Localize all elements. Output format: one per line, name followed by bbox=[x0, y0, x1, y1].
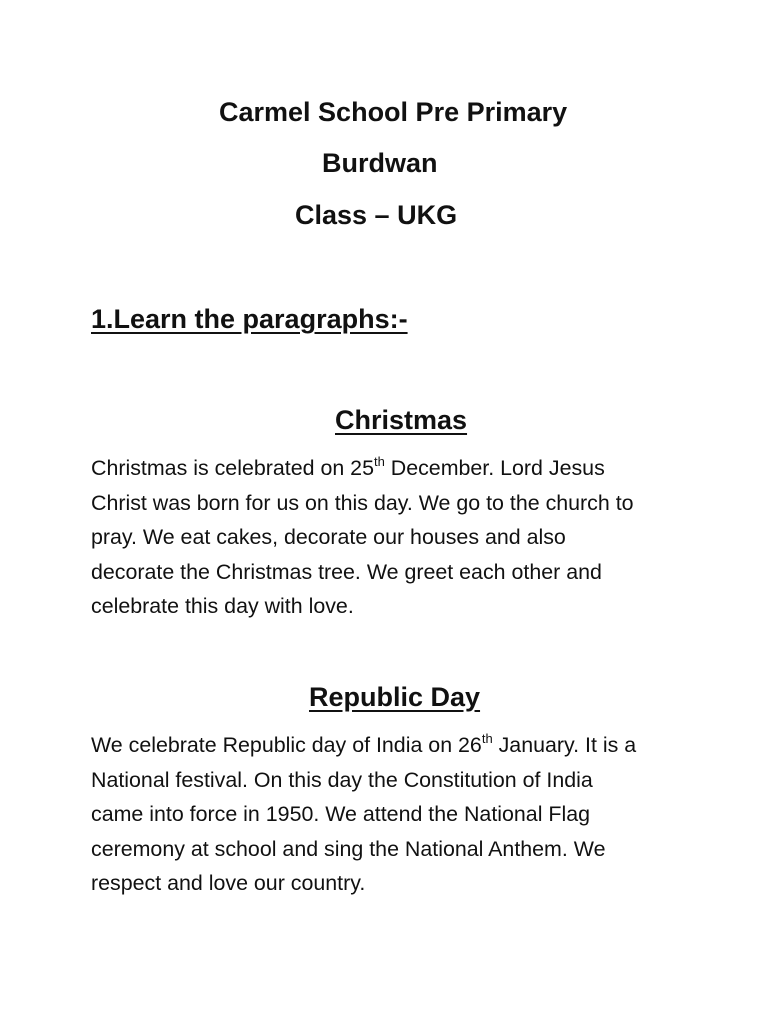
school-name: Carmel School Pre Primary bbox=[219, 97, 568, 127]
school-city: Burdwan bbox=[322, 148, 438, 178]
task-title: 1.Learn the paragraphs:- bbox=[91, 304, 408, 334]
paragraph-line: pray. We eat cakes, decorate our houses and also bbox=[91, 525, 566, 549]
paragraph-republic-day bbox=[91, 728, 711, 901]
paragraph-line: Christmas is celebrated on 25th December. Lord Jesus bbox=[91, 454, 605, 480]
paragraph-line: came into force in 1950. We attend the National Flag bbox=[91, 802, 591, 826]
paragraph-christmas bbox=[91, 451, 711, 624]
paragraph-line: ceremony at school and sing the National Anthem. We bbox=[91, 836, 606, 861]
paragraph-line: Christ was born for us on this day. We go to the church to bbox=[91, 490, 634, 515]
paragraph-line: decorate the Christmas tree. We greet each other and bbox=[91, 559, 602, 584]
paragraph-line: We celebrate Republic day of India on 26th January. It is a bbox=[91, 731, 637, 757]
paragraph-line: National festival. On this day the Constitution of India bbox=[91, 767, 593, 792]
class-label: Class – UKG bbox=[295, 200, 458, 230]
paragraph-line: celebrate this day with love. bbox=[91, 594, 354, 618]
section-heading-republic-day: Republic Day bbox=[309, 682, 481, 712]
paragraph-line: respect and love our country. bbox=[91, 871, 366, 895]
section-heading-christmas: Christmas bbox=[335, 405, 468, 435]
